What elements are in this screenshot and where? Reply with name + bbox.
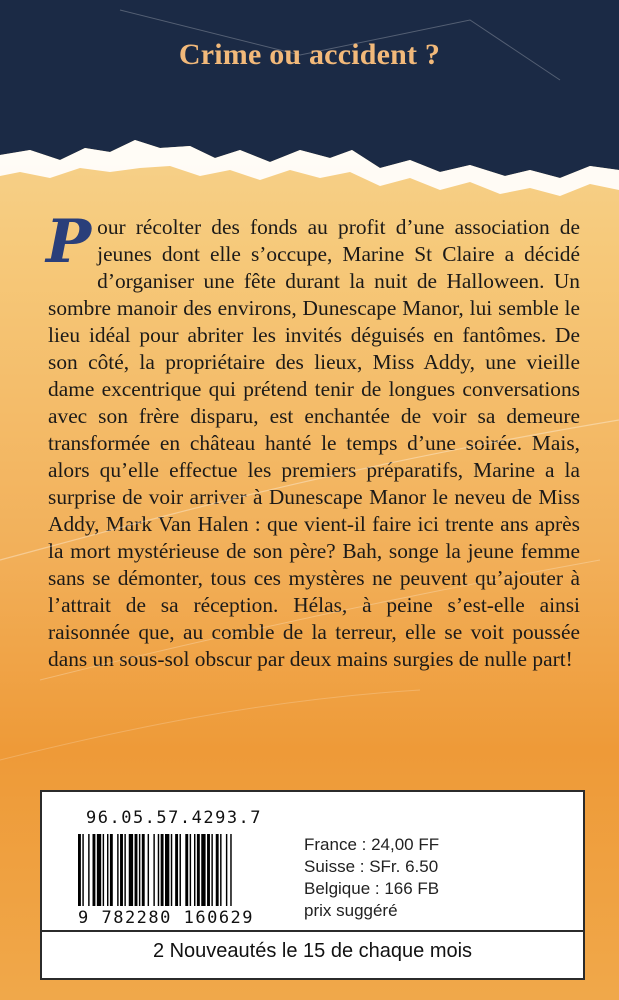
price-list (304, 834, 439, 922)
price-suisse: Suisse : SFr. 6.50 (304, 857, 439, 876)
night-sky-band (0, 0, 619, 200)
label-divider (42, 930, 583, 932)
price-belgique: Belgique : 166 FB (304, 879, 440, 898)
release-note: 2 Nouveautés le 15 de chaque mois (152, 940, 473, 962)
barcode-image (78, 834, 288, 906)
drop-cap: P (46, 207, 92, 277)
price-barcode-label (40, 790, 585, 980)
product-code: 96.05.57.4293.7 (86, 808, 263, 828)
ean-number: 9 782280 160629 (78, 908, 255, 928)
price-france: France : 24,00 FF (304, 835, 440, 854)
blurb-text: our récolter des fonds au profit d’une association de jeunes dont elle s’occupe, Marine St Claire a décidé d’organiser une fête durant la nuit de Halloween. Un sombre manoir des environs, Dunescape Manor, lui semble le lieu idéal pour abriter les invités déguisés en fantômes. De son côté, la propriétaire des lieux, Miss Addy, une vieille dame excentrique qui prétend tenir de longues conversations avec son frère disparu, est enchantée de voir sa demeure transformée en château hanté le temps d’une soirée. Mais, alors qu’elle effectue les premiers préparatifs, Marine a la surprise de voir arriver à Dunescape Manor le neveu de Miss Addy, Mark Van Halen : que vient-il faire ici trente ans après la mort mystérieuse de son père? Bah, songe la jeune femme sans se démonter, tous ces mystères ne peuvent qu’ajouter à l’attrait de sa réception. Hélas, à peine s’est-elle ainsi raisonnée que, au comble de la terreur, elle se voit poussée dans un sous-sol obscur par deux mains surgies de nulle part! (48, 215, 580, 671)
price-note: prix suggéré (304, 901, 398, 920)
blurb-paragraph (46, 207, 580, 673)
headline: Crime ou accident ? (178, 38, 441, 71)
